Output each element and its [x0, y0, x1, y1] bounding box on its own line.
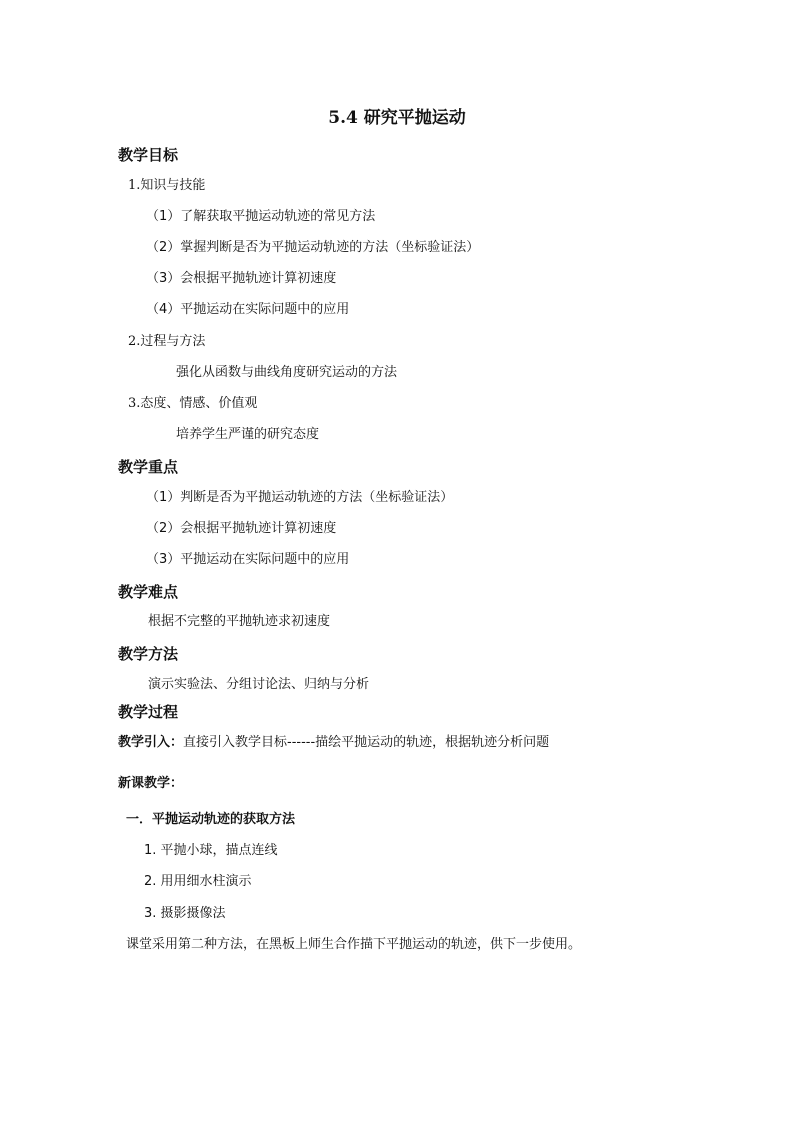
heading-process: 教学过程: [118, 703, 179, 721]
objective-1-label: 1.知识与技能: [128, 178, 206, 193]
heading-objectives: 教学目标: [118, 146, 179, 164]
new-lesson-label: 新课教学：: [118, 776, 184, 791]
objective-1-item: （2）掌握判断是否为平抛运动轨迹的方法（坐标验证法）: [146, 240, 480, 255]
objective-3-text: 培养学生严谨的研究态度: [176, 427, 320, 442]
section-1-note: 课堂采用第二种方法，在黑板上师生合作描下平抛运动的轨迹，供下一步使用。: [126, 937, 582, 952]
objective-3-label: 3.态度、情感、价值观: [128, 396, 258, 411]
section-1-item: 2. 用用细水柱演示: [144, 874, 252, 889]
intro-label: 教学引入：: [118, 735, 184, 750]
objective-2-text: 强化从函数与曲线角度研究运动的方法: [176, 365, 398, 380]
document-title: 5.4 研究平抛运动: [328, 108, 466, 128]
heading-methods: 教学方法: [118, 645, 179, 663]
key-point-item: （2）会根据平抛轨迹计算初速度: [146, 521, 337, 536]
objective-2-label: 2.过程与方法: [128, 334, 206, 349]
objective-1-item: （1）了解获取平抛运动轨迹的常见方法: [146, 209, 376, 224]
section-1-item: 1. 平抛小球，描点连线: [144, 843, 278, 858]
key-point-item: （3）平抛运动在实际问题中的应用: [146, 552, 350, 567]
heading-key-points: 教学重点: [118, 458, 179, 476]
intro-line: [118, 735, 549, 751]
section-1-title: 一．平抛运动轨迹的获取方法: [126, 812, 296, 827]
key-point-item: （1）判断是否为平抛运动轨迹的方法（坐标验证法）: [146, 490, 454, 505]
objective-1-item: （3）会根据平抛轨迹计算初速度: [146, 271, 337, 286]
section-1-item: 3. 摄影摄像法: [144, 906, 226, 921]
methods-text: 演示实验法、分组讨论法、归纳与分析: [148, 677, 370, 692]
intro-text: 直接引入教学目标------描绘平抛运动的轨迹，根据轨迹分析问题: [183, 735, 550, 750]
difficulties-text: 根据不完整的平抛轨迹求初速度: [148, 614, 331, 629]
heading-difficulties: 教学难点: [118, 583, 179, 601]
objective-1-item: （4）平抛运动在实际问题中的应用: [146, 302, 350, 317]
